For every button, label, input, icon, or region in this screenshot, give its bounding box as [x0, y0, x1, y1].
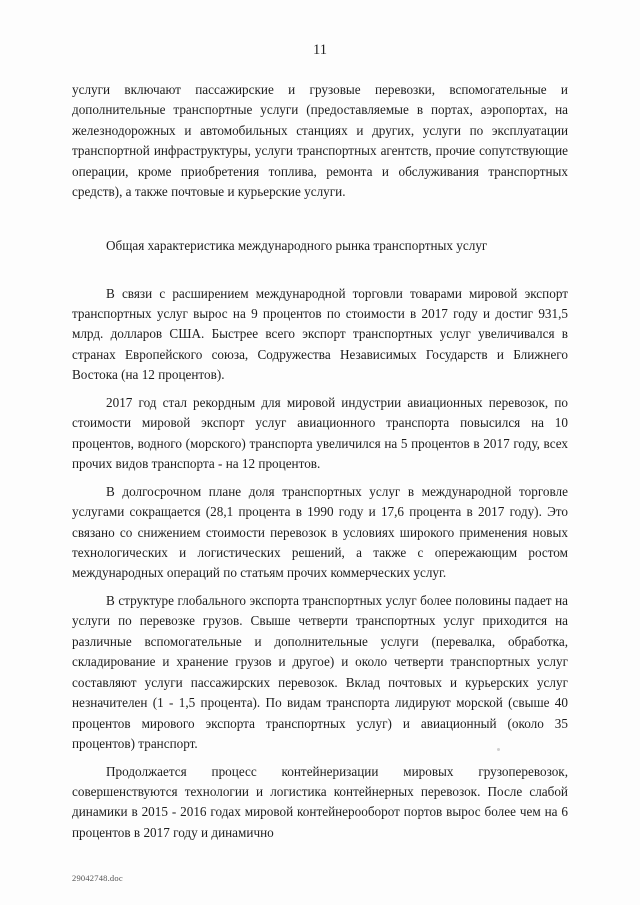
spacer	[72, 203, 568, 223]
paper-speck	[497, 748, 500, 751]
document-body	[72, 80, 568, 843]
footer-filename: 29042748.doc	[72, 873, 123, 883]
paragraph-export-structure: В структуре глобального экспорта транспортных услуг более половины падает на услуги по перевозке грузов. Свыше четверти транспортных услуг приходится на различные вспомогательные и дополнительные услуги (перевалка, обработка, складирование и хранение грузов и другое) и около четверти транспортных услуг составляют услуги пассажирских перевозок. Вклад почтовых и курьерских услуг незначителен (1 - 1,5 процента). По видам транспорта лидируют морской (свыше 40 процентов мирового экспорта транспортных услуг) и авиационный (около 35 процентов) транспорт.	[72, 592, 568, 752]
paragraph-export-growth: В связи с расширением международной торговли товарами мировой экспорт транспортных услуг вырос на 9 процентов по стоимости в 2017 году и достиг 931,5 млрд. долларов США. Быстрее всего экспорт транспортных услуг увеличивался в странах Европейского союза, Содружества Независимых Государств и Ближнего Востока (на 12 процентов).	[72, 285, 568, 383]
spacer	[72, 386, 568, 393]
spacer	[72, 270, 568, 284]
spacer	[72, 475, 568, 482]
paragraph-intro: услуги включают пассажирские и грузовые перевозки, вспомогательные и дополнительные транспортные услуги (предоставляемые в портах, аэропортах, на железнодорожных и автомобильных станциях и других, услуги по эксплуатации транспортной инфраструктуры, услуги транспортных агентств, прочие сопутствующие операции, кроме приобретения топлива, ремонта и обслуживания транспортных средств), а также почтовые и курьерские услуги.	[72, 82, 568, 200]
spacer	[72, 755, 568, 762]
paragraph-longterm-share: В долгосрочном плане доля транспортных услуг в международной торговле услугами сокращается (28,1 процента в 1990 году и 17,6 процента в 2017 году). Это связано со снижением стоимости перевозок в условиях широкого применения новых технологических и логистических решений, а также с опережающим ростом международных операций по статьям прочих коммерческих услуг.	[72, 483, 568, 581]
page-number: 11	[313, 42, 327, 58]
paragraph-containerization: Продолжается процесс контейнеризации мировых грузоперевозок, совершенствуются технологии и логистика контейнерных перевозок. После слабой динамики в 2015 - 2016 годах мировой контейнерооборот портов вырос более чем на 6 процентов в 2017 году и динамично	[72, 763, 568, 840]
section-heading: Общая характеристика международного рынка транспортных услуг	[106, 237, 488, 253]
paragraph-aviation-record: 2017 год стал рекордным для мировой индустрии авиационных перевозок, по стоимости мировой экспорт услуг авиационного транспорта повысился на 10 процентов, водного (морского) транспорта увеличился на 5 процентов в 2017 году, всех прочих видов транспорта - на 12 процентов.	[72, 394, 568, 472]
spacer	[72, 584, 568, 591]
